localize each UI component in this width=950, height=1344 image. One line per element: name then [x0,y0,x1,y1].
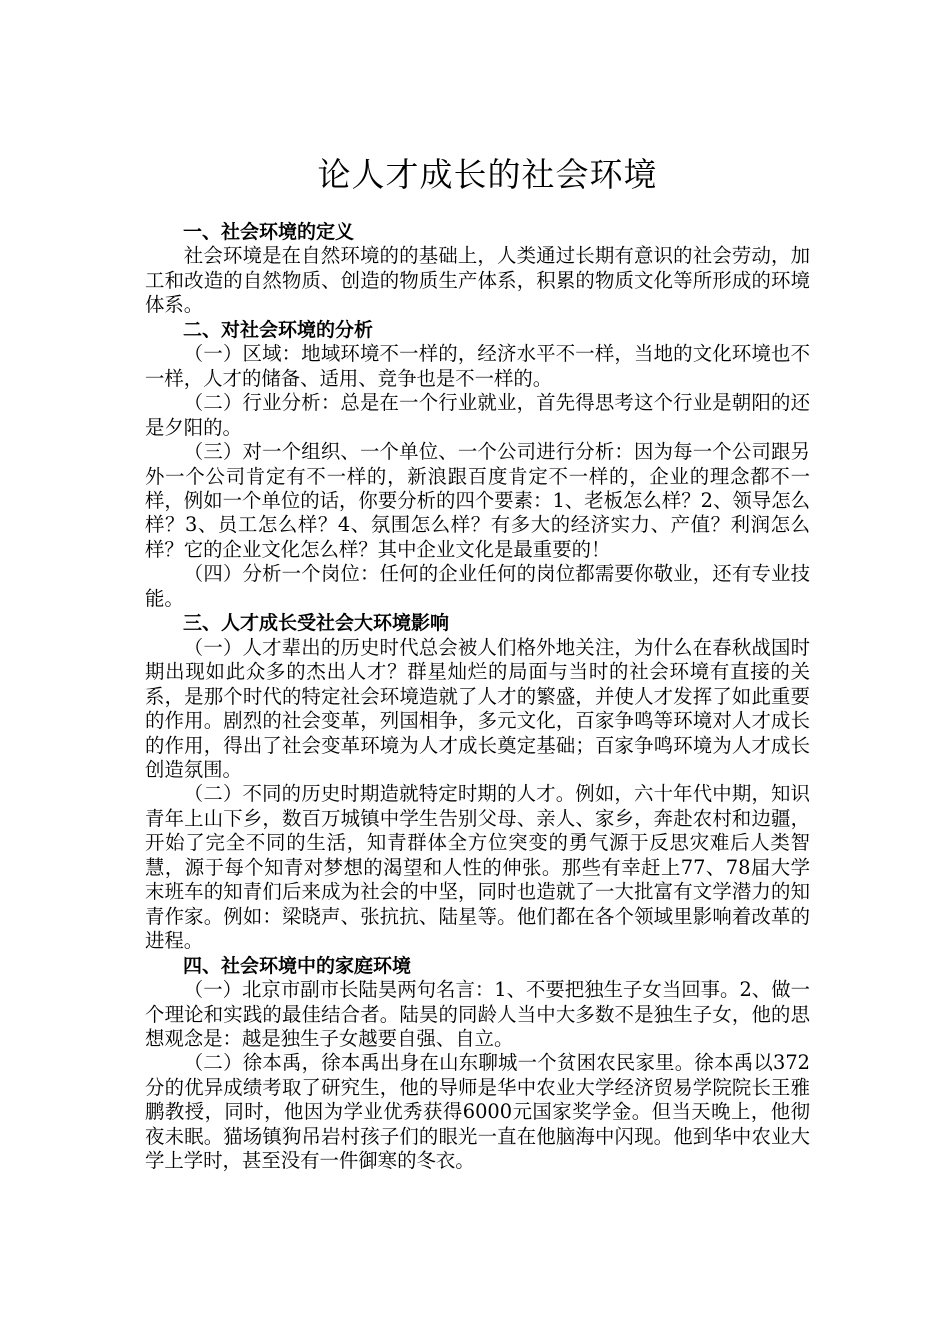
document-body [145,220,810,1174]
paragraph: （二）行业分析：总是在一个行业就业，首先得思考这个行业是朝阳的还是夕阳的。 [145,391,810,439]
paragraph: （一）北京市副市长陆昊两句名言：1、不要把独生子女当回事。2、做一个理论和实践的最佳结合者。陆昊的同龄人当中大多数不是独生子女，他的思想观念是：越是独生子女越要自强、自立。 [145,978,810,1050]
section-heading-3: 三、人才成长受社会大环境影响 [183,612,450,635]
paragraph: （一）区域：地域环境不一样的，经济水平不一样，当地的文化环境也不一样，人才的储备、适用、竞争也是不一样的。 [145,342,810,390]
paragraph: （一）人才辈出的历史时代总会被人们格外地关注，为什么在春秋战国时期出现如此众多的杰出人才？群星灿烂的局面与当时的社会环境有直接的关系，是那个时代的特定社会环境造就了人才的繁盛，并使人才发挥了如此重要的作用。剧烈的社会变革，列国相争，多元文化，百家争鸣等环境对人才成长的作用，得出了社会变革环境为人才成长奠定基础；百家争鸣环境为人才成长创造氛围。 [145,635,810,781]
paragraph: （二）不同的历史时期造就特定时期的人才。例如，六十年代中期，知识青年上山下乡，数百万城镇中学生告别父母、亲人、家乡，奔赴农村和边疆，开始了完全不同的生活，知青群体全方位突变的勇气源于反思灾难后人类智慧，源于每个知青对梦想的渴望和人性的伸张。那些有幸赶上77、78届大学末班车的知青们后来成为社会的中坚，同时也造就了一大批富有文学潜力的知青作家。例如：梁晓声、张抗抗、陆星等。他们都在各个领域里影响着改革的进程。 [145,782,810,953]
section-heading-4: 四、社会环境中的家庭环境 [183,954,412,977]
section-heading-1: 一、社会环境的定义 [183,221,355,243]
paragraph: （三）对一个组织、一个单位、一个公司进行分析：因为每一个公司跟另外一个公司肯定有不一样的，新浪跟百度肯定不一样的，企业的理念都不一样，例如一个单位的话，你要分析的四个要素：1、老板怎么样？2、领导怎么样？3、员工怎么样？4、氛围怎么样？有多大的经济实力、产值？利润怎么样？它的企业文化怎么样？其中企业文化是最重要的！ [145,440,810,561]
page-title: 论人才成长的社会环境 [317,155,658,194]
paragraph: （四）分析一个岗位：任何的企业任何的岗位都需要你敬业，还有专业技能。 [145,562,810,610]
paragraph: 社会环境是在自然环境的的基础上，人类通过长期有意识的社会劳动，加工和改造的自然物质、创造的物质生产体系，积累的物质文化等所形成的环境体系。 [145,244,810,317]
section-heading-2: 二、对社会环境的分析 [183,318,374,341]
paragraph: （二）徐本禹，徐本禹出身在山东聊城一个贫困农民家里。徐本禹以372分的优异成绩考取了研究生，他的导师是华中农业大学经济贸易学院院长王雅鹏教授，同时，他因为学业优秀获得6000元国家奖学金。但当天晚上，他彻夜未眠。猫场镇狗吊岩村孩子们的眼光一直在他脑海中闪现。他到华中农业大学上学时，甚至没有一件御寒的冬衣。 [145,1051,810,1173]
